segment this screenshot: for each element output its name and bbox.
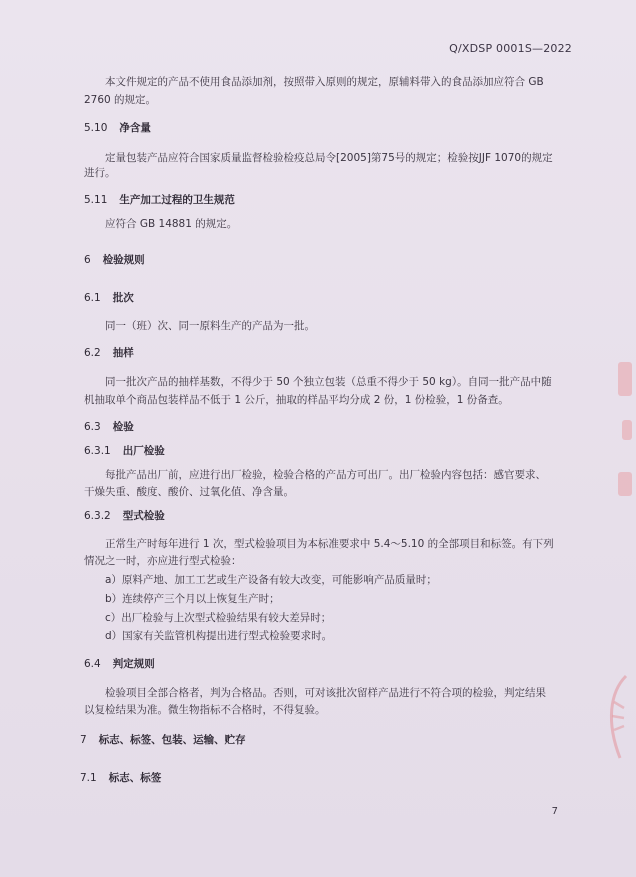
list-item: a）原料产地、加工工艺或生产设备有较大改变，可能影响产品质量时； (105, 574, 437, 586)
seal-fragment (618, 362, 632, 396)
factory-inspection-line1: 每批产品出厂前，应进行出厂检验，检验合格的产品方可出厂。出厂检验内容包括：感官要求、 (105, 469, 546, 481)
hygiene-paragraph: 应符合 GB 14881 的规定。 (105, 218, 238, 230)
heading-6-3 (84, 419, 134, 435)
heading-title: 判定规则 (112, 658, 155, 670)
heading-5-11 (84, 192, 235, 208)
list-item: d）国家有关监管机构提出进行型式检验要求时。 (105, 630, 333, 642)
additive-paragraph-line2: 2760 的规定。 (84, 94, 157, 106)
heading-number: 6.3 (84, 421, 101, 433)
heading-number: 5.10 (84, 122, 108, 134)
heading-number: 6.3.2 (84, 510, 111, 522)
type-inspection-line1: 正常生产时每年进行 1 次，型式检验项目为本标准要求中 5.4～5.10 的全部项目和标签。有下列 (105, 538, 554, 550)
additive-paragraph-line1: 本文件规定的产品不使用食品添加剂，按照带入原则的规定，原辅料带入的食品添加应符合 GB (105, 76, 544, 88)
standard-code: Q/XDSP 0001S—2022 (449, 42, 572, 55)
heading-number: 6 (84, 254, 91, 266)
heading-title: 标志、标签 (108, 772, 162, 784)
net-content-line2: 进行。 (84, 167, 116, 179)
sampling-line1: 同一批次产品的抽样基数，不得少于 50 个独立包装（总重不得少于 50 kg）。自同一批产品中随 (105, 376, 552, 388)
net-content-line1: 定量包装产品应符合国家质量监督检验检疫总局令[2005]第75号的规定；检验按JJF 1070的规定 (105, 152, 553, 164)
heading-5-10 (84, 120, 151, 136)
heading-number: 6.4 (84, 658, 101, 670)
heading-6-3-1 (84, 443, 165, 459)
heading-6-3-2 (84, 508, 165, 524)
heading-number: 6.2 (84, 347, 101, 359)
seal-fragment (622, 420, 632, 440)
heading-7 (80, 732, 246, 748)
heading-number: 7.1 (80, 772, 97, 784)
sampling-line2: 机抽取单个商品包装样品不低于 1 公斤，抽取的样品平均分成 2 份，1 份检验，1 份备查。 (84, 394, 509, 406)
list-item: b）连续停产三个月以上恢复生产时； (105, 593, 280, 605)
heading-6-4 (84, 656, 155, 672)
heading-title: 检验规则 (102, 254, 145, 266)
seal-fragment (618, 472, 632, 496)
heading-title: 出厂检验 (122, 445, 165, 457)
heading-6 (84, 252, 145, 268)
heading-number: 5.11 (84, 194, 108, 206)
heading-number: 6.1 (84, 292, 101, 304)
heading-title: 生产加工过程的卫生规范 (119, 194, 235, 206)
heading-6-1 (84, 290, 134, 306)
heading-7-1 (80, 770, 161, 786)
heading-6-2 (84, 345, 134, 361)
list-item: c）出厂检验与上次型式检验结果有较大差异时； (105, 612, 332, 624)
heading-title: 抽样 (112, 347, 134, 359)
type-inspection-line2: 情况之一时，亦应进行型式检验： (84, 555, 242, 567)
heading-number: 7 (80, 734, 87, 746)
heading-number: 6.3.1 (84, 445, 111, 457)
batch-paragraph: 同一（班）次、同一原料生产的产品为一批。 (105, 320, 315, 332)
seal-arc (598, 672, 632, 762)
heading-title: 标志、标签、包装、运输、贮存 (98, 734, 246, 746)
page-number: 7 (551, 806, 558, 817)
factory-inspection-line2: 干燥失重、酸度、酸价、过氧化值、净含量。 (84, 486, 294, 498)
heading-title: 净含量 (119, 122, 151, 134)
heading-title: 型式检验 (122, 510, 165, 522)
judgment-line1: 检验项目全部合格者，判为合格品。否则，可对该批次留样产品进行不符合项的检验，判定结果 (105, 687, 546, 699)
judgment-line2: 以复检结果为准。微生物指标不合格时，不得复验。 (84, 704, 326, 716)
heading-title: 检验 (112, 421, 134, 433)
heading-title: 批次 (112, 292, 134, 304)
